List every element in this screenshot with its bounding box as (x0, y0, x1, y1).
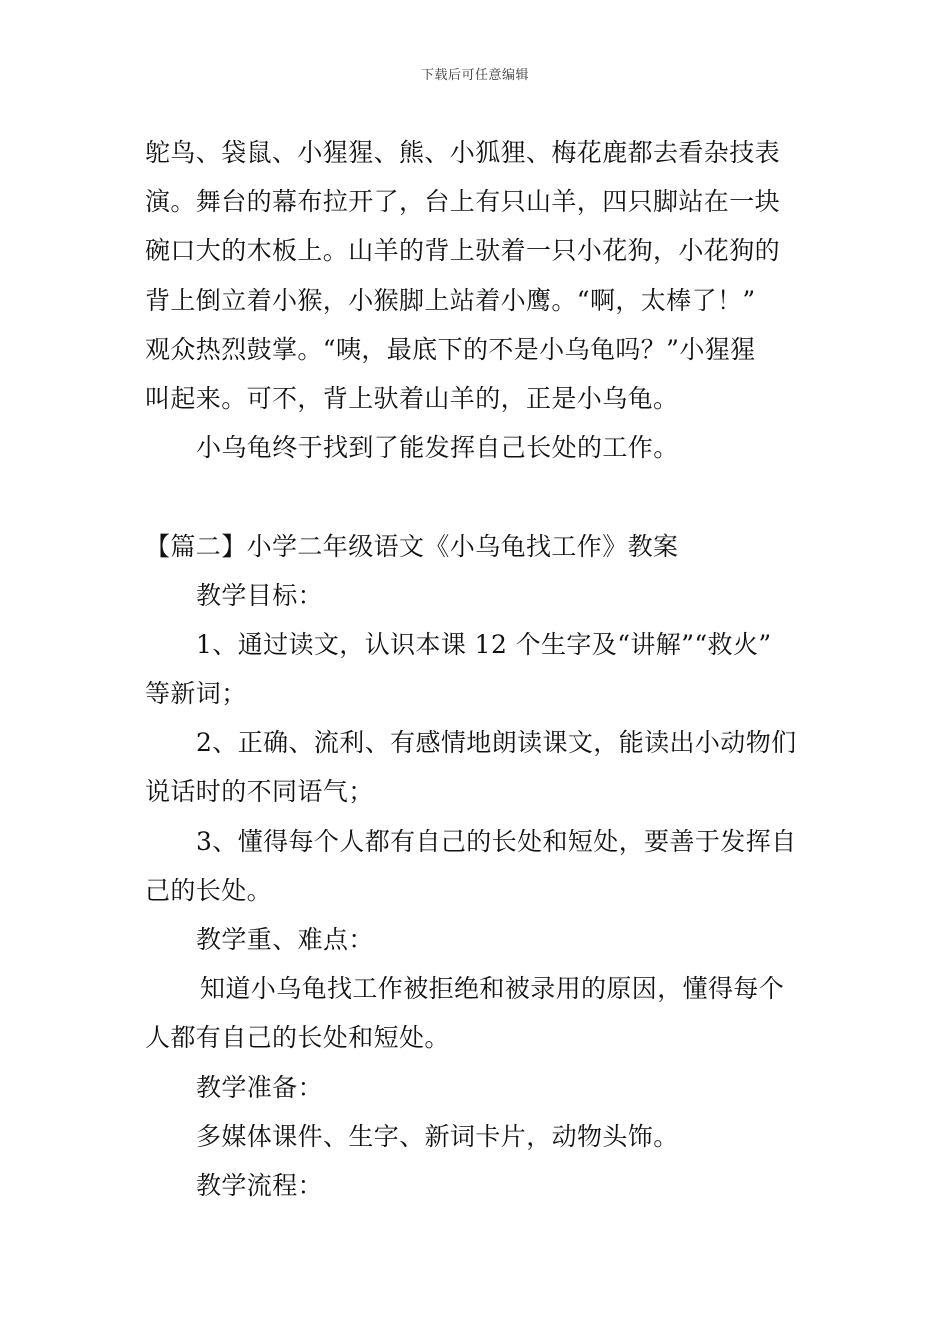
story-line-1: 鸵鸟、袋鼠、小猩猩、熊、小狐狸、梅花鹿都去看杂技表 (145, 138, 781, 167)
goal-3-line-2: 己的长处。 (145, 875, 273, 905)
goal-1-line-1: 1、通过读文，认识本课 12 个生字及“讲解”“救火” (196, 629, 772, 659)
flow-heading: 教学流程： (196, 1170, 324, 1200)
key-points-line-1: 知道小乌龟找工作被拒绝和被录用的原因，懂得每个 (200, 974, 785, 1004)
story-line-4: 背上倒立着小猴，小猴脚上站着小鹰。“啊，太棒了！” (145, 285, 756, 315)
key-points-line-2: 人都有自己的长处和短处。 (145, 1023, 450, 1053)
prep-heading: 教学准备： (196, 1072, 324, 1102)
goal-3-line-1: 3、懂得每个人都有自己的长处和短处，要善于发挥自 (196, 826, 797, 856)
goal-2-line-2: 说话时的不同语气； (145, 777, 374, 807)
prep-text: 多媒体课件、生字、新词卡片，动物头饰。 (196, 1121, 679, 1151)
story-line-5: 观众热烈鼓掌。“咦，最底下的不是小乌龟吗？”小猩猩 (145, 334, 756, 364)
story-line-6: 叫起来。可不，背上驮着山羊的，正是小乌龟。 (145, 383, 679, 413)
section-spacer (145, 472, 810, 521)
section-title: 【篇二】小学二年级语文《小乌龟找工作》教案 (145, 531, 679, 561)
key-points-heading: 教学重、难点： (196, 925, 374, 954)
goal-1-line-2: 等新词； (145, 679, 247, 709)
story-line-2: 演。舞台的幕布拉开了，台上有只山羊，四只脚站在一块 (145, 187, 781, 217)
goals-heading: 教学目标： (196, 580, 324, 610)
document-body (145, 128, 810, 1210)
story-conclusion: 小乌龟终于找到了能发挥自己长处的工作。 (196, 433, 679, 463)
goal-2-line-1: 2、正确、流利、有感情地朗读课文，能读出小动物们 (196, 728, 797, 758)
story-line-3: 碗口大的木板上。山羊的背上驮着一只小花狗，小花狗的 (145, 236, 781, 266)
page-header: 下载后可任意编辑 (420, 68, 529, 83)
